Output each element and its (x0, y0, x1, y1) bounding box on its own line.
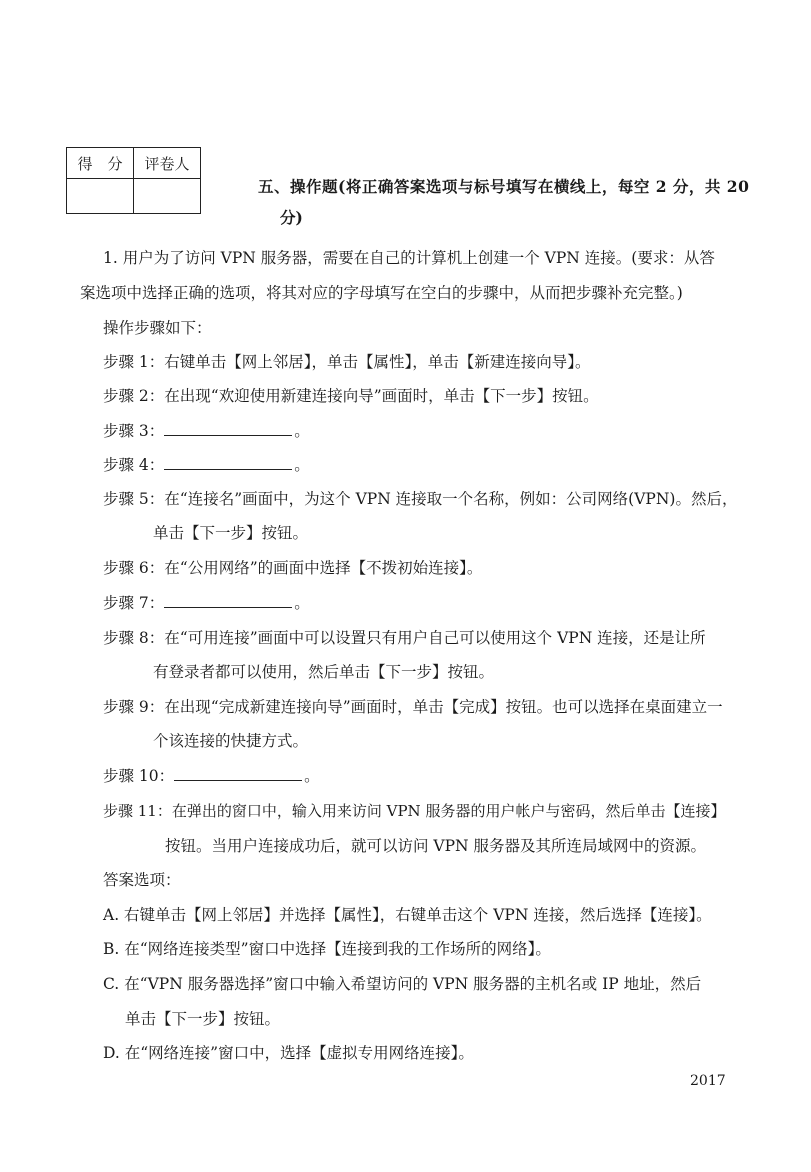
answer-blank-4[interactable] (164, 455, 292, 470)
answer-blank-7[interactable] (164, 593, 292, 608)
step-4-label: 步骤 4： (103, 456, 165, 474)
step-11-line2: 按钮。当用户连接成功后，就可以访问 VPN 服务器及其所连局域网中的资源。 (165, 837, 707, 855)
grader-cell (134, 179, 201, 214)
step-10-label: 步骤 10： (103, 767, 175, 785)
steps-heading: 操作步骤如下： (103, 319, 212, 337)
step-3-label: 步骤 3： (103, 422, 165, 440)
section-title-cont: 分) (280, 208, 303, 227)
step-7 (103, 593, 310, 613)
score-cell (67, 179, 134, 214)
step-7-label: 步骤 7： (103, 594, 165, 612)
step-5-line1: 步骤 5：在“连接名”画面中，为这个 VPN 连接取一个名称，例如：公司网络(VPN)。然后， (103, 490, 738, 508)
options-heading: 答案选项： (103, 871, 181, 889)
option-b: B. 在“网络连接类型”窗口中选择【连接到我的工作场所的网络】。 (103, 940, 551, 958)
step-1: 步骤 1：右键单击【网上邻居】，单击【属性】，单击【新建连接向导】。 (103, 353, 591, 371)
answer-blank-10[interactable] (174, 766, 302, 781)
step-7-period: 。 (294, 594, 310, 612)
step-4-period: 。 (294, 456, 310, 474)
question-intro-line1: 1. 用户为了访问 VPN 服务器，需要在自己的计算机上创建一个 VPN 连接。(要求：从答 (103, 249, 715, 267)
option-c-line1: C. 在“VPN 服务器选择”窗口中输入希望访问的 VPN 服务器的主机名或 IP 地址，然后 (103, 975, 702, 993)
step-10 (103, 766, 320, 786)
grader-label: 评卷人 (134, 148, 201, 179)
step-10-period: 。 (304, 767, 320, 785)
question-intro-line2: 案选项中选择正确的选项，将其对应的字母填写在空白的步骤中，从而把步骤补充完整。) (80, 284, 683, 302)
step-8-line1: 步骤 8：在“可用连接”画面中可以设置只有用户自己可以使用这个 VPN 连接，还是让所 (103, 629, 706, 647)
step-3 (103, 421, 310, 441)
section-title: 五、操作题(将正确答案选项与标号填写在横线上，每空 2 分，共 20 (258, 177, 750, 196)
option-c-line2: 单击【下一步】按钮。 (125, 1010, 281, 1028)
step-6: 步骤 6：在“公用网络”的画面中选择【不拨初始连接】。 (103, 559, 483, 577)
page-number: 2017 (690, 1073, 726, 1089)
score-label: 得 分 (67, 148, 134, 179)
option-a: A. 右键单击【网上邻居】并选择【属性】，右键单击这个 VPN 连接，然后选择【连接】。 (103, 906, 712, 924)
step-5-line2: 单击【下一步】按钮。 (153, 524, 309, 542)
step-2: 步骤 2：在出现“欢迎使用新建连接向导”画面时，单击【下一步】按钮。 (103, 387, 599, 405)
step-9-line1: 步骤 9：在出现“完成新建连接向导”画面时，单击【完成】按钮。也可以选择在桌面建立一 (103, 698, 723, 716)
step-11-line1: 步骤 11：在弹出的窗口中，输入用来访问 VPN 服务器的用户帐户与密码，然后单击【连接】 (103, 802, 726, 820)
step-8-line2: 有登录者都可以使用，然后单击【下一步】按钮。 (153, 663, 495, 681)
score-table (66, 147, 201, 214)
step-3-period: 。 (294, 422, 310, 440)
answer-blank-3[interactable] (164, 421, 292, 436)
step-4 (103, 455, 310, 475)
step-9-line2: 个该连接的快捷方式。 (153, 732, 309, 750)
option-d: D. 在“网络连接”窗口中，选择【虚拟专用网络连接】。 (103, 1044, 474, 1062)
